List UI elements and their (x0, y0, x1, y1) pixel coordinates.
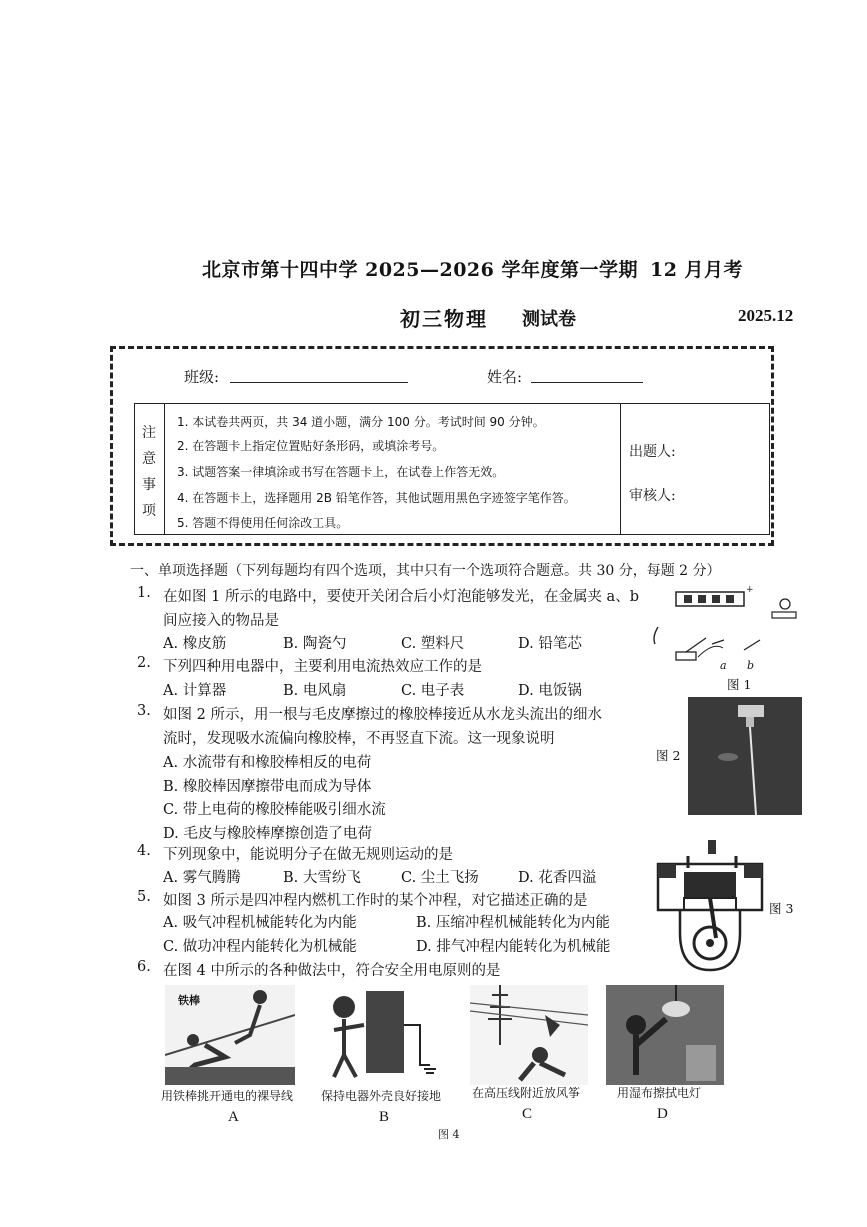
option: A. 吸气冲程机械能转化为内能 (163, 915, 357, 931)
question-stem: 间应接入的物品是 (163, 613, 279, 629)
figure-4b-caption: 保持电器外壳良好接地 (321, 1089, 442, 1103)
figure-4b-letter: B (379, 1109, 390, 1125)
notice-item: 2. 在答题卡上指定位置贴好条形码，或填涂考号。 (177, 439, 445, 453)
option: B. 大雪纷飞 (283, 870, 361, 886)
option: D. 毛皮与橡胶棒摩擦创造了电荷 (163, 826, 372, 842)
svg-text:+: + (746, 585, 754, 595)
notice-heading-char: 意 (142, 451, 156, 467)
question-stem: 如图 3 所示是四冲程内燃机工作时的某个冲程，对它描述正确的是 (163, 893, 588, 909)
option: C. 塑料尺 (401, 636, 465, 652)
question-stem: 在图 4 中所示的各种做法中，符合安全用电原则的是 (163, 963, 501, 979)
option: A. 雾气腾腾 (163, 870, 241, 886)
notice-table (134, 403, 770, 535)
class-field[interactable] (230, 382, 408, 383)
question-number: 1. (137, 585, 151, 601)
figure-3-engine (650, 838, 765, 973)
option: C. 带上电荷的橡胶棒能吸引细水流 (163, 802, 386, 818)
option: D. 铅笔芯 (518, 636, 582, 652)
question-stem: 下列四种用电器中，主要利用电流热效应工作的是 (163, 659, 482, 675)
question-number: 3. (137, 703, 151, 719)
figure-4d-caption: 用湿布擦拭电灯 (617, 1086, 702, 1100)
figure-4a-letter: A (228, 1109, 239, 1125)
option: D. 排气冲程内能转化为机械能 (416, 939, 611, 955)
figure-4-label: 图 4 (438, 1128, 460, 1141)
figure-4b-image (320, 985, 445, 1085)
figure-4c-caption: 在高压线附近放风筝 (472, 1086, 581, 1100)
option: C. 电子表 (401, 683, 465, 699)
figure-2-photo (688, 697, 802, 815)
question-stem: 如图 2 所示，用一根与毛皮摩擦过的橡胶棒接近从水龙头流出的细水 (163, 707, 602, 723)
class-label: 班级: (184, 368, 220, 386)
option: C. 做功冲程内能转化为机械能 (163, 939, 357, 955)
option: A. 水流带有和橡胶棒相反的电荷 (163, 755, 372, 771)
notice-item: 4. 在答题卡上，选择题用 2B 铅笔作答，其他试题用黑色字迹签字笔作答。 (177, 491, 576, 505)
figure-2-label: 图 2 (656, 748, 681, 763)
notice-heading-char: 事 (142, 477, 156, 493)
exam-month: 12 月月考 (650, 259, 744, 281)
name-field[interactable] (531, 382, 643, 383)
notice-item: 1. 本试卷共两页，共 34 道小题，满分 100 分。考试时间 90 分钟。 (177, 415, 545, 429)
notice-item: 3. 试题答案一律填涂或书写在答题卡上，在试卷上作答无效。 (177, 465, 505, 479)
question-number: 2. (137, 655, 151, 671)
figure-1-label: 图 1 (727, 677, 752, 692)
notice-list (165, 404, 621, 534)
question-number: 6. (137, 959, 151, 975)
exam-subject: 初三物理 (400, 307, 488, 331)
exam-date: 2025.12 (738, 306, 794, 325)
figure-4d-image (606, 985, 724, 1085)
notice-heading-char: 注 (142, 425, 156, 441)
option: B. 陶瓷勺 (283, 636, 347, 652)
question-stem: 流时，发现吸水流偏向橡胶棒，不再竖直下流。这一现象说明 (163, 731, 555, 747)
notice-item: 5. 答题不得使用任何涂改工具。 (177, 516, 349, 530)
question-stem: 在如图 1 所示的电路中，要使开关闭合后小灯泡能够发光，在金属夹 a、b (163, 589, 639, 605)
figure-1-point-b: b (747, 659, 755, 672)
section-heading: 一、单项选择题（下列每题均有四个选项，其中只有一个选项符合题意。共 30 分，每题 2 分） (130, 563, 721, 579)
option: A. 计算器 (163, 683, 227, 699)
option: D. 电饭锅 (518, 683, 582, 699)
option: B. 压缩冲程机械能转化为内能 (416, 915, 610, 931)
figure-4c-letter: C (522, 1106, 533, 1122)
reviewer-label: 审核人: (629, 488, 676, 504)
notice-heading-char: 项 (142, 503, 156, 519)
option: D. 花香四溢 (518, 870, 597, 886)
figure-4a-caption: 用铁棒挑开通电的裸导线 (161, 1089, 294, 1103)
setter-label: 出题人: (629, 444, 676, 460)
option: A. 橡皮筋 (163, 636, 227, 652)
name-label: 姓名: (487, 368, 523, 386)
exam-type: 测试卷 (522, 309, 576, 330)
figure-1-point-a: a (720, 659, 727, 672)
figure-4d-letter: D (657, 1106, 668, 1122)
figure-3-label: 图 3 (769, 901, 794, 916)
notice-heading (135, 404, 165, 534)
figure-4a-sign: 铁棒 (178, 994, 200, 1007)
question-number: 4. (137, 843, 151, 859)
option: B. 电风扇 (283, 683, 347, 699)
question-number: 5. (137, 889, 151, 905)
exam-title: 北京市第十四中学 2025—2026 学年度第一学期 (202, 259, 638, 281)
option: B. 橡胶棒因摩擦带电而成为导体 (163, 779, 372, 795)
option: C. 尘土飞扬 (401, 870, 479, 886)
figure-4c-image (470, 985, 588, 1085)
question-stem: 下列现象中，能说明分子在做无规则运动的是 (163, 847, 453, 863)
figure-1-circuit (648, 582, 798, 692)
